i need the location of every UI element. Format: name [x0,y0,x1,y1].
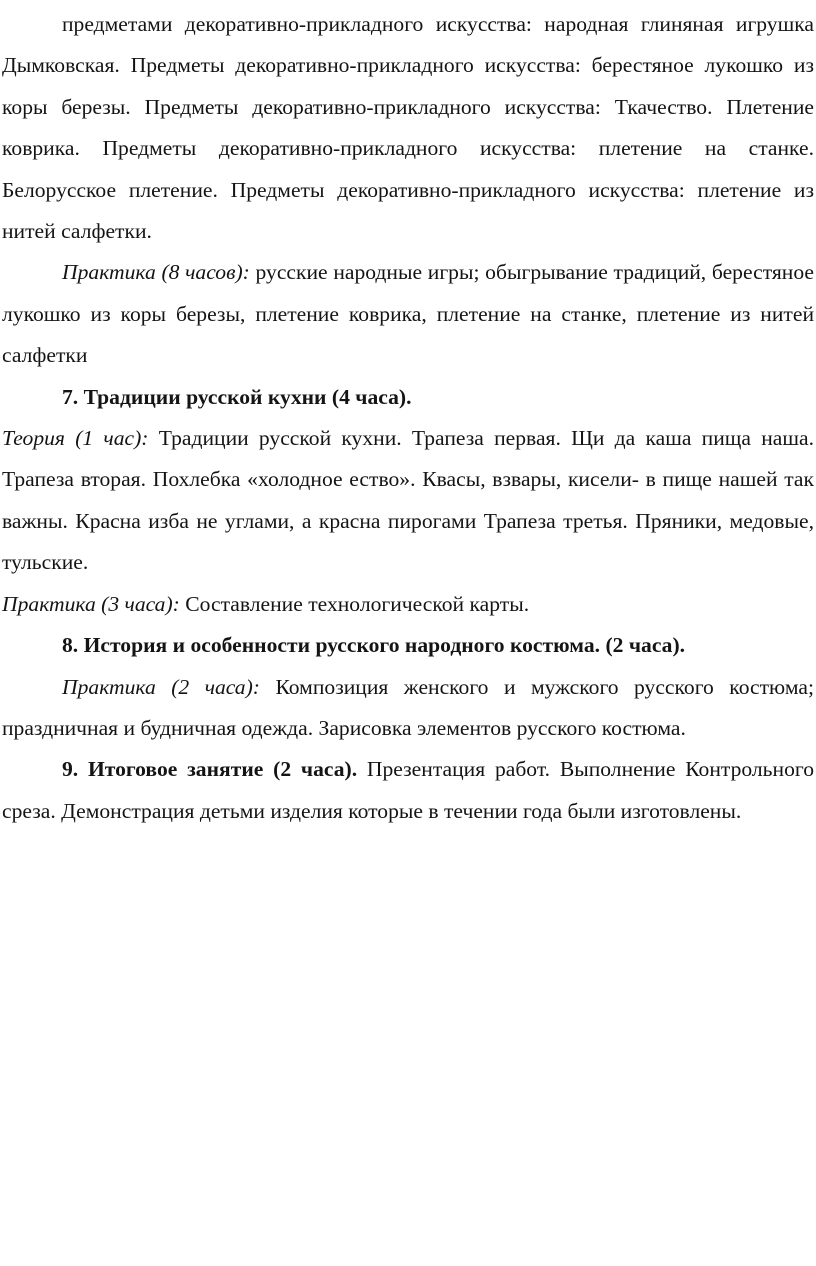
theory-label: Теория (1 час): [2,426,149,451]
section-heading-7: 7. Традиции русской кухни (4 часа). [62,384,412,409]
paragraph-decorative-arts: предметами декоративно-прикладного искусства: народная глиняная игрушка Дымковская. Предметы декоративно-прикладного искусства: берестяное лукошко из коры березы. Предметы декоративно-прикладного искусства: Ткачество. Плетение коврика. Предметы декоративно-прикладного искусства: плетение на станке. Белорусское плетение. Предметы декоративно-прикладного искусства: плетение из нитей салфетки. [2,12,814,244]
paragraph-practice-3-hours [2,584,814,625]
paragraph-practice-2-hours [2,667,814,750]
paragraph-theory-1-hour [2,418,814,584]
practice-label: Практика (3 часа): [2,591,180,616]
section-heading-9: 9. Итоговое занятие (2 часа). [62,757,358,782]
practice-label: Практика (8 часов): [62,260,250,285]
paragraph-practice-8-hours [2,252,814,376]
practice-text: Композиция женского и мужского русского костюма; праздничная и будничная одежда. Зарисовка элементов русского костюма. [2,674,814,740]
practice-text: Составление технологической карты. [179,591,530,616]
practice-text: русские народные игры; обыгрывание традиций, берестяное лукошко из коры березы, плетение коврика, плетение на станке, плетение из нитей салфетки [2,260,814,368]
practice-label: Практика (2 часа): [62,674,260,699]
final-lesson-text: Презентация работ. Выполнение Контрольного среза. Демонстрация детьми изделия которые в течении года были изготовлены. [2,757,814,823]
section-heading-8: 8. История и особенности русского народного костюма. (2 часа). [62,633,686,658]
paragraph-final-lesson [2,749,814,832]
theory-text: Традиции русской кухни. Трапеза первая. Щи да каша пища наша. Трапеза вторая. Похлебка «холодное ество». Квасы, взвары, кисели- в пище нашей так важны. Красна изба не углами, а красна пирогами Трапеза третья. Пряники, медовые, тульские. [2,426,814,575]
